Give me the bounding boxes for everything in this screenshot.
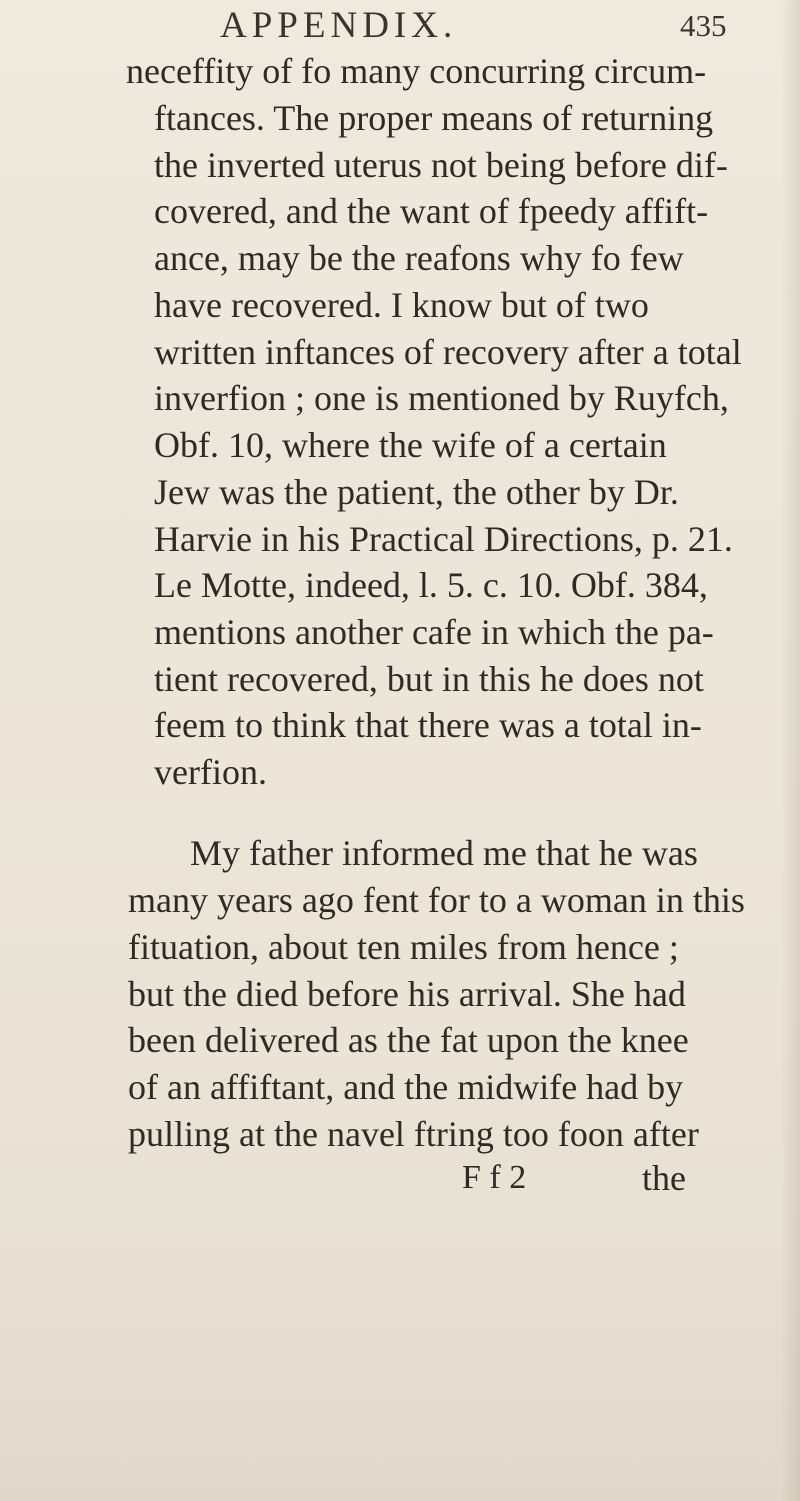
- running-head: APPENDIX.: [220, 5, 458, 46]
- text-line: ance, may be the reafons why fo few: [154, 238, 684, 278]
- text-line: been delivered as the fat upon the knee: [128, 1020, 689, 1060]
- text-line: inverfion ; one is mentioned by Ruyfch,: [154, 378, 729, 418]
- text-line: mentions another cafe in which the pa-: [154, 612, 714, 652]
- blank-margin: [0, 1210, 800, 1501]
- page-header: [0, 4, 800, 44]
- text-line: ftances. The proper means of returning: [154, 98, 714, 138]
- text-line: covered, and the want of fpeedy affift-: [154, 191, 709, 231]
- text-line: the inverted uterus not being before dif-: [154, 145, 728, 185]
- signature-mark: F f 2: [462, 1159, 527, 1196]
- text-line: pulling at the navel ftring too foon after: [128, 1114, 699, 1154]
- text-line: tient recovered, but in this he does not: [154, 659, 704, 699]
- page-footer: [0, 1153, 800, 1203]
- text-line: have recovered. I know but of two: [154, 285, 649, 325]
- text-line: many years ago fent for to a woman in this: [128, 880, 745, 920]
- text-line: fituation, about ten miles from hence ;: [128, 927, 679, 967]
- text-line: written inftances of recovery after a total: [154, 332, 742, 372]
- text-line: Jew was the patient, the other by Dr.: [154, 472, 679, 512]
- text-line: Harvie in his Practical Directions, p. 21.: [154, 519, 733, 559]
- text-line: neceffity of fo many concurring circum-: [126, 51, 707, 91]
- catchword: the: [642, 1158, 686, 1198]
- text-line: verfion.: [154, 752, 267, 792]
- text-line: Le Motte, indeed, l. 5. c. 10. Obf. 384,: [154, 565, 708, 605]
- text-line: Obf. 10, where the wife of a certain: [154, 425, 667, 465]
- page-edge-shadow: [780, 0, 800, 1501]
- text-line: but the died before his arrival. She had: [128, 974, 686, 1014]
- text-line: My father informed me that he was: [190, 833, 698, 873]
- text-line: of an affiftant, and the midwife had by: [128, 1067, 684, 1107]
- page-number: 435: [680, 8, 727, 43]
- text-line: feem to think that there was a total in-: [154, 705, 702, 745]
